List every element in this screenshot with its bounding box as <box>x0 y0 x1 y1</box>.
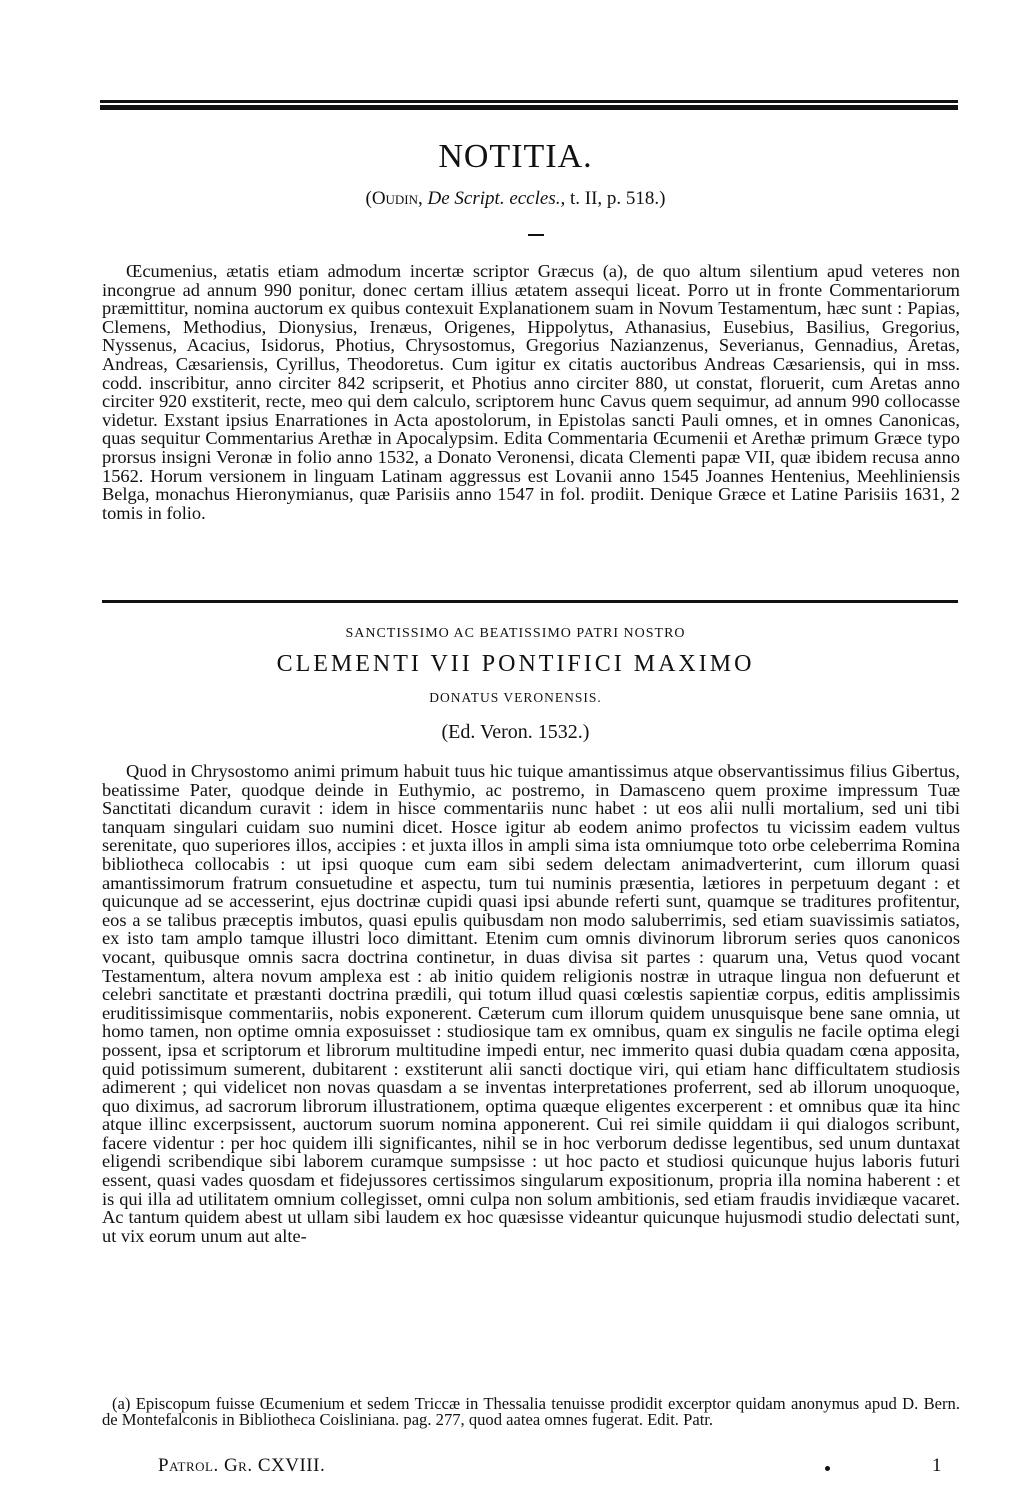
notice-section <box>102 262 960 522</box>
footer-dot <box>825 1466 830 1471</box>
notice-paragraph: Œcumenius, ætatis etiam admodum incertæ scriptor Græcus (a), de quo altum silentium apud veteres non incongrue ad annum 990 ponitur, donec certam illius ætatem assequi liceat. Porro ut in fronte Commentariorum præmittitur, nomina auctorum ex quibus contexuit Explanationem suam in Novum Testamentum, hæc sunt : Papias, Clemens, Methodius, Dionysius, Irenæus, Origenes, Hippolytus, Athanasius, Eusebius, Basilius, Gregorius, Nyssenus, Acacius, Isidorus, Photius, Chrysostomus, Gregorius Nazianzenus, Severianus, Gennadius, Aretas, Andreas, Cæsariensis, Cyrillus, Theodoretus. Cum igitur ex citatis auctoribus Andreas Cæsariensis, qui in mss. codd. inscribitur, anno circiter 842 scripserit, et Photius anno circiter 880, ut constat, floruerit, cum Aretas anno circiter 920 exstiterit, recte, meo qui dem calculo, scriptorem hunc Cavus quem sequimur, ad annum 990 collocasse videtur. Exstant ipsius Enarrationes in Acta apostolorum, in Epistolas sancti Pauli omnes, et in omnes Canonicas, quas sequitur Commentarius Arethæ in Apocalypsim. Edita Commentaria Œcumenii et Arethæ primum Græce typo prorsus insigni Veronæ in folio anno 1532, a Donato Veronensi, dicata Clementi papæ VII, quæ ibidem recusa anno 1562. Horum versionem in linguam Latinam aggressus est Lovanii anno 1545 Joannes Hentenius, Meehliniensis Belga, monachus Hieronymianus, quæ Parisiis anno 1547 in fol. prodiit. Denique Græce et Latine Parisiis 1631, 2 tomis in folio. <box>102 261 960 523</box>
header-double-rule <box>100 100 958 110</box>
reference-work: De Script. eccles., <box>427 188 566 209</box>
footnote-text: (a) Episcopum fuisse Œcumenium et sedem Triccæ in Thessalia tenuisse prodidit excerptor quidam anonymus apud D. Bern. de Montefalconis in Bibliotheca Coisliniana. pag. 277, quod aatea omnes fugerat. Edit. Patr. <box>102 1394 960 1430</box>
section-divider-rule <box>102 600 958 603</box>
reference-location: t. II, p. 518.) <box>569 188 666 209</box>
page-number: 1 <box>932 1455 942 1476</box>
source-reference <box>0 188 1031 210</box>
footer-volume-label: Patrol. Gr. CXVIII. <box>158 1455 326 1476</box>
reference-author: Oudin, <box>371 188 423 209</box>
dedication-section <box>102 762 960 1245</box>
title-dash-divider <box>528 234 544 236</box>
dedication-paragraph: Quod in Chrysostomo animi primum habuit tuus hic tuique amantissimus atque observantissimus filius Gibertus, beatissime Pater, quodque deinde in Euthymio, ac postremo, in Damasceno quem proxime impressum Tuæ Sanctitati dicandum curavit : idem in hisce commentariis nunc habet : ut eos alii nulli mortalium, sed uni tibi tanquam singulari cuidam suo numini dicet. Hosce igitur ab eodem animo profectos tu vicissim eadem vultus serenitate, quo superiores illos, accipies : et juxta illos in ampli sima ista omniumque toto orbe celeberrima Romina bibliotheca collocabis : ut ipsi quoque cum eam sibi sedem delectam animadverterint, cum illorum quasi amantissimorum fratrum consuetudine et aspectu, tum tui numinis præsentia, lætiores in perpetuum degant : et quicunque ad se accesserint, ejus doctrinæ cupidi quasi ipsi abunde referti sunt, quamque se traditures profitentur, eos a se talibus præceptis imbutos, quasi epulis quibusdam non modo saluberrimis, sed etiam suavissimis satiatos, ex isto tam amplo tamque illustri loco dimittant. Etenim cum omnis divinorum librorum series quos canonicos vocant, quibusque omnis sacra doctrina continetur, in duas divisa sit partes : quarum una, Vetus quod vocant Testamentum, altera novum amplexa est : ab initio quidem religionis nostræ in utraque lingua non defuerunt et celebri sanctitate et præstanti doctrina prædili, qui totum illud quasi cœlestis sapientiæ corpus, editis amplissimis eruditissimisque commentariis, nobis exponerent. Cæterum cum illorum quidem unusquisque bene sane omnia, ut homo tamen, non optime omnia exposuisset : studiosique tam ex omnibus, quam ex singulis ne facile optima elegi possent, ipsa et scriptorum et librorum multitudine impedi entur, nec immerito quasi dubia quadam cœna apposita, quid potissimum sumerent, dubitarent : exstiterunt alii sancti doctique viri, qui etiam hanc difficultatem studiosis adimerent ; qui videlicet non novas quasdam a se inventas interpretationes proferrent, sed ab illorum unoquoque, quo diximus, ad sacrorum librorum illustrationem, optima quæque eligentes excerperent : et omnibus quæ ita hinc atque illinc excerpsissent, auctorum suorum nomina apponerent. Cui rei simile quiddam ii qui dialogos scribunt, facere videntur : per hoc quidem illi significantes, nihil se in hoc verborum dedisse legentibus, sed unum duntaxat eligendi scribendique sibi laborem curamque sumpsisse : ut hoc pacto et studiosi quicunque hujus laboris futuri essent, quasi vades quosdam et fidejussores certissimos singularum expositionum, propria illa nomina haberent : et is qui illa ad utilitatem omnium collegisset, omni culpa non solum ambitionis, sed etiam fraudis invidiæque vacaret. Ac tantum quidem abest ut ullam sibi laudem ex hoc quæsisse videantur quicunque hujusmodi studio delectati sunt, ut vix eorum unum aut alte- <box>102 761 960 1246</box>
footnote <box>102 1396 960 1429</box>
page-title: NOTITIA. <box>438 138 593 175</box>
dedication-recipient: CLEMENTI VII PONTIFICI MAXIMO <box>276 651 755 677</box>
dedication-author: DONATUS VERONENSIS. <box>429 690 602 705</box>
dedication-edition: (Ed. Veron. 1532.) <box>441 721 590 743</box>
reference-open-paren: ( <box>365 188 372 209</box>
dedication-heading-line: SANCTISSIMO AC BEATISSIMO PATRI NOSTRO <box>345 626 686 641</box>
